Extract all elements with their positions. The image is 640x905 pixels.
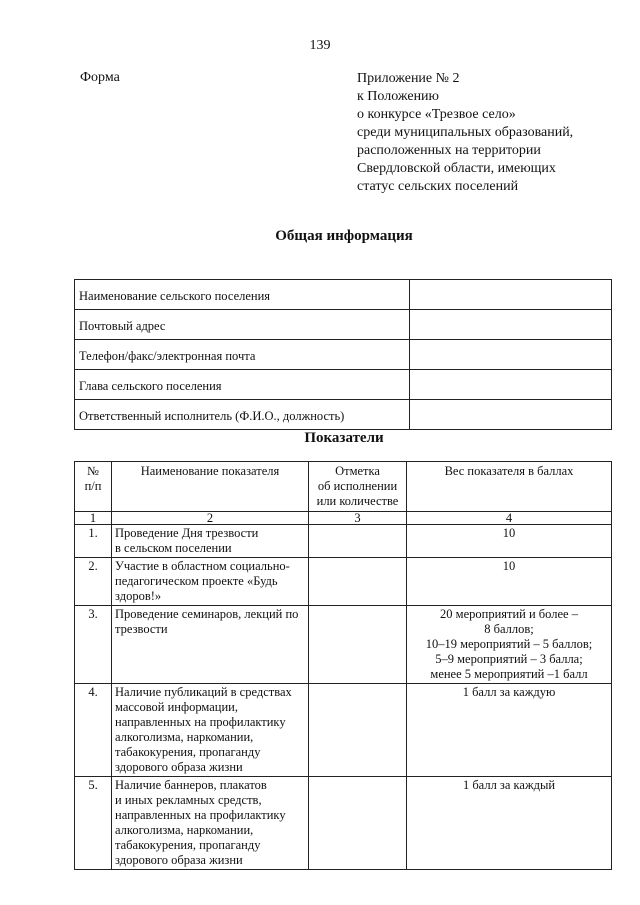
column-number-row (75, 512, 612, 525)
row-name-line: Проведение семинаров, лекций по (115, 607, 299, 621)
row-name-line: Наличие публикаций в средствах (115, 685, 292, 699)
row-name-line: направленных на профилактику (115, 808, 286, 822)
row-name-line: направленных на профилактику (115, 715, 286, 729)
row-weight (407, 558, 612, 606)
info-label: Наименование сельского поселения (75, 280, 410, 310)
row-num: 5. (75, 777, 112, 870)
row-name (112, 606, 309, 684)
row-name-line: здорового образа жизни (115, 853, 243, 867)
header-weight: Вес показателя в баллах (407, 462, 612, 512)
row-num: 4. (75, 684, 112, 777)
info-value-cell[interactable] (410, 400, 612, 430)
row-name-line: Наличие баннеров, плакатов (115, 778, 267, 792)
column-number: 2 (112, 512, 309, 525)
info-value-cell[interactable] (410, 340, 612, 370)
form-label: Форма (80, 70, 120, 85)
appendix-line: Приложение № 2 (357, 71, 460, 86)
row-name-line: здоров!» (115, 589, 162, 603)
row-mark-cell[interactable] (309, 777, 407, 870)
row-num: 1. (75, 525, 112, 558)
table-row (75, 340, 612, 370)
row-weight-line: 10 (502, 526, 516, 540)
row-weight-line: 10–19 мероприятий – 5 баллов; (425, 637, 593, 651)
appendix-line: о конкурсе «Трезвое село» (357, 107, 516, 122)
table-row (75, 280, 612, 310)
row-weight (407, 777, 612, 870)
table-row (75, 684, 612, 777)
info-value-cell[interactable] (410, 310, 612, 340)
row-name-line: табакокурения, пропаганду (115, 745, 261, 759)
row-mark-cell[interactable] (309, 684, 407, 777)
table-row (75, 310, 612, 340)
appendix-line: к Положению (357, 89, 440, 104)
table-row (75, 606, 612, 684)
row-name-line: в сельском поселении (115, 541, 232, 555)
appendix-line: расположенных на территории (357, 143, 541, 158)
row-weight-line: 20 мероприятий и более – (440, 607, 578, 621)
header-name: Наименование показателя (112, 462, 309, 512)
header-text: № (87, 464, 99, 478)
row-name-line: алкоголизма, наркомании, (115, 823, 254, 837)
appendix-line: среди муниципальных образований, (357, 125, 574, 140)
header-text: Отметка (335, 464, 380, 478)
row-mark-cell[interactable] (309, 558, 407, 606)
row-weight (407, 606, 612, 684)
row-name-line: алкоголизма, наркомании, (115, 730, 254, 744)
info-label: Почтовый адрес (75, 310, 410, 340)
row-name-line: здорового образа жизни (115, 760, 243, 774)
row-name-line: педагогическом проекте «Будь (115, 574, 278, 588)
appendix-line: Свердловской области, имеющих (357, 161, 556, 176)
info-value-cell[interactable] (410, 280, 612, 310)
row-weight (407, 684, 612, 777)
table-header-row (75, 462, 612, 512)
column-number: 3 (309, 512, 407, 525)
row-name (112, 777, 309, 870)
row-weight (407, 525, 612, 558)
column-number: 1 (75, 512, 112, 525)
row-weight-line: 8 баллов; (484, 622, 534, 636)
indicators-table (74, 461, 612, 870)
row-name (112, 525, 309, 558)
header-text: об исполнении (317, 479, 398, 493)
page-number: 139 (309, 38, 331, 53)
header-text: или количестве (316, 494, 399, 508)
table-row (75, 558, 612, 606)
row-weight-line: 1 балл за каждый (462, 778, 556, 792)
indicators-heading: Показатели (304, 430, 384, 446)
row-mark-cell[interactable] (309, 525, 407, 558)
row-name-line: Участие в областном социально- (115, 559, 290, 573)
table-row (75, 370, 612, 400)
appendix-line: статус сельских поселений (357, 179, 519, 194)
row-name (112, 558, 309, 606)
info-label: Глава сельского поселения (75, 370, 410, 400)
header-text: п/п (84, 479, 102, 493)
info-label: Телефон/факс/электронная почта (75, 340, 410, 370)
table-row (75, 777, 612, 870)
column-number: 4 (407, 512, 612, 525)
general-info-table (74, 279, 612, 430)
general-info-heading: Общая информация (275, 228, 413, 244)
appendix-block (357, 70, 573, 196)
row-name-line: табакокурения, пропаганду (115, 838, 261, 852)
row-num: 3. (75, 606, 112, 684)
row-weight-line: менее 5 мероприятий –1 балл (430, 667, 588, 681)
row-name-line: и иных рекламных средств, (115, 793, 262, 807)
row-name-line: Проведение Дня трезвости (115, 526, 259, 540)
row-num: 2. (75, 558, 112, 606)
info-label: Ответственный исполнитель (Ф.И.О., должность) (75, 400, 410, 430)
table-row (75, 400, 612, 430)
header-mark (309, 462, 407, 512)
info-value-cell[interactable] (410, 370, 612, 400)
row-mark-cell[interactable] (309, 606, 407, 684)
row-weight-line: 5–9 мероприятий – 3 балла; (435, 652, 583, 666)
row-name-line: массовой информации, (115, 700, 238, 714)
row-weight-line: 1 балл за каждую (462, 685, 556, 699)
row-name-line: трезвости (115, 622, 168, 636)
header-num (75, 462, 112, 512)
row-name (112, 684, 309, 777)
row-weight-line: 10 (502, 559, 516, 573)
table-row (75, 525, 612, 558)
